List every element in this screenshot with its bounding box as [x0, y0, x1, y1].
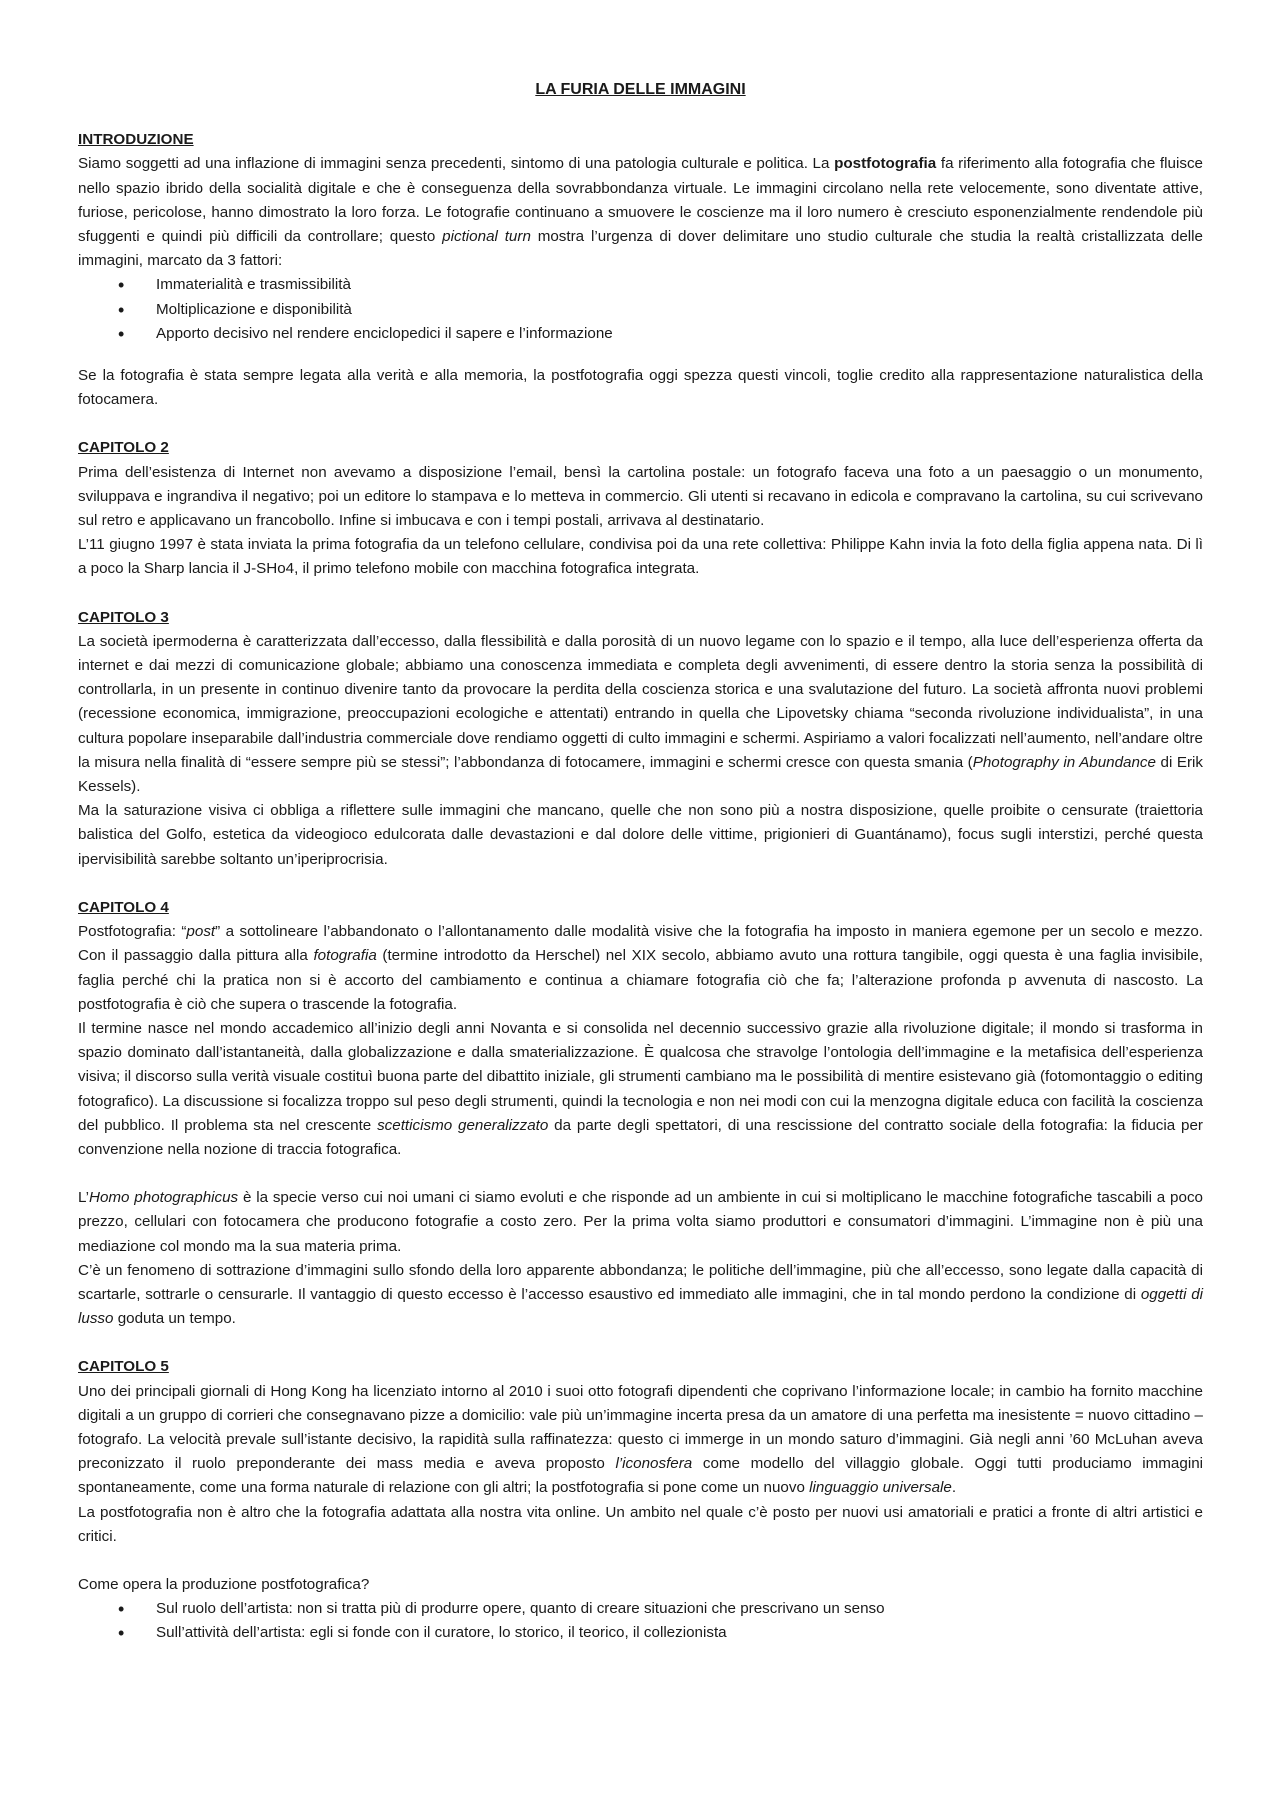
- paragraph: La postfotografia non è altro che la fotografia adattata alla nostra vita online. Un ambito nel quale c’è posto per nuovi usi amatoriali e pratici a fronte di altri artistici e critici.: [78, 1503, 1203, 1545]
- paragraph: L’Homo photographicus è la specie verso cui noi umani ci siamo evoluti e che risponde ad un ambiente in cui si moltiplicano le macchine fotografiche tascabili a poco prezzo, cellulari con fotocamera che producono fotografie a costo zero. Per la prima volta siamo produttori e consumatori d’immagini. L’immagine non è più una mediazione col mondo ma la sua materia prima.: [78, 1189, 1203, 1255]
- list-item: • Apporto decisivo nel rendere enciclopedici il sapere e l’informazione: [118, 322, 1203, 346]
- paragraph: La società ipermoderna è caratterizzata dall’eccesso, dalla flessibilità e dalla porosità di un nuovo legame con lo spazio e il tempo, alla luce dell’esperienza offerta da internet e dai mezzi di comunicazione globale; abbiamo una conoscenza immediata e completa degli avvenimenti, di essere dentro la storia senza la possibilità di controllarla, in un presente in continuo divenire tanto da provocare la perdita della coscienza storica e una svalutazione del futuro. La società affronta nuovi problemi (recessione economica, immigrazione, preoccupazioni ecologiche e attentati) entrando in quella che Lipovetsky chiama “seconda rivoluzione individualista”, in una cultura popolare inseparabile dall’industria commerciale dove rendiamo oggetti di culto immagini e schermi. Aspiriamo a valori focalizzati nell’aumento, nell’andare oltre la misura nella finalità di “essere sempre più se stessi”; l’abbondanza di fotocamere, immagini e schermi cresce con questa smania (Photography in Abundance di Erik Kessels).: [78, 632, 1203, 796]
- bullet-list: [78, 273, 1203, 346]
- paragraph: Prima dell’esistenza di Internet non avevamo a disposizione l’email, bensì la cartolina postale: un fotografo faceva una foto a un paesaggio o un monumento, sviluppava e ingrandiva il negativo; poi un editore lo stampava e lo metteva in commercio. Gli utenti si recavano in edicola e compravano la cartolina, su cui scrivevano sul retro e applicavano un francobollo. Infine si imbucava e con i tempi postali, arrivava al destinatario.: [78, 463, 1203, 530]
- section-heading: CAPITOLO 4: [78, 898, 169, 916]
- list-item: • Immaterialità e trasmissibilità: [118, 273, 1203, 297]
- section-capitolo-3: [78, 606, 1203, 872]
- section-heading: CAPITOLO 2: [78, 439, 169, 457]
- list-item: • Sull’attività dell’artista: egli si fonde con il curatore, lo storico, il teorico, il collezionista: [118, 1621, 1203, 1645]
- paragraph: Postfotografia: “post” a sottolineare l’abbandonato o l’allontanamento dalle modalità visive che la fotografia ha imposto in maniera egemone per un secolo e mezzo. Con il passaggio dalla pittura alla fotografia (termine introdotto da Herschel) nel XIX secolo, abbiamo avuto una rottura tangibile, oggi questa è una faglia invisibile, faglia perché chi la pratica non si è accorto del cambiamento e continua a chiamare fotografia ciò che fa; l’alterazione profonda p avvenuta di nascosto. La postfotografia è ciò che supera o trascende la fotografia.: [78, 923, 1203, 1013]
- section-capitolo-5: [78, 1355, 1203, 1645]
- paragraph: Se la fotografia è stata sempre legata alla verità e alla memoria, la postfotografia oggi spezza questi vincoli, toglie credito alla rappresentazione naturalistica della fotocamera.: [78, 367, 1203, 409]
- section-heading: CAPITOLO 5: [78, 1358, 169, 1376]
- paragraph: Il termine nasce nel mondo accademico all’inizio degli anni Novanta e si consolida nel decennio successivo grazie alla rivoluzione digitale; il mondo si trasforma in spazio dominato dall’istantaneità, dalla globalizzazione e dalla smaterializzazione. È qualcosa che stravolge l’ontologia dell’immagine e la metafisica dell’esperienza visiva; il discorso sulla verità visuale costituì buona parte del dibattito iniziale, gli strumenti cambiano ma le possibilità di mentire esistevano già (fotomontaggio o editing fotografico). La discussione si focalizza troppo sul peso degli strumenti, quindi la tecnologia e non nei modi con cui la menzogna digitale educa con facilità la coscienza del pubblico. Il problema sta nel crescente scetticismo generalizzato da parte degli spettatori, di una rescissione del contratto sociale della fotografia: la fiducia per convenzione nella nozione di traccia fotografica.: [78, 1019, 1203, 1158]
- section-heading: CAPITOLO 3: [78, 608, 169, 626]
- section-heading: INTRODUZIONE: [78, 131, 194, 149]
- paragraph: C’è un fenomeno di sottrazione d’immagini sullo sfondo della loro apparente abbondanza; le politiche dell’immagine, più che all’eccesso, sono legate dalla capacità di scartarle, sottrarle o censurarle. Il vantaggio di questo eccesso è l’accesso esaustivo ed immediato alle immagini, che in tal mondo perdono la condizione di oggetti di lusso goduta un tempo.: [78, 1261, 1204, 1328]
- document-title: LA FURIA DELLE IMMAGINI: [535, 81, 746, 98]
- section-capitolo-4: [78, 896, 1203, 1331]
- paragraph: L’11 giugno 1997 è stata inviata la prima fotografia da un telefono cellulare, condivisa poi da una rete collettiva: Philippe Kahn invia la foto della figlia appena nata. Di lì a poco la Sharp lancia il J-SHo4, il primo telefono mobile con macchina fotografica integrata.: [78, 536, 1203, 578]
- paragraph: Ma la saturazione visiva ci obbliga a riflettere sulle immagini che mancano, quelle che non sono più a nostra disposizione, quelle proibite o censurate (traiettoria balistica del Golfo, estetica da videogioco edulcorata dalle devastazioni e dal dolore delle vittime, prigionieri di Guantánamo), focus sugli interstizi, perché questa ipervisibilità sarebbe soltanto un’iperiprocrisia.: [78, 802, 1203, 868]
- paragraph: Uno dei principali giornali di Hong Kong ha licenziato intorno al 2010 i suoi otto fotografi dipendenti che coprivano l’informazione locale; in cambio ha fornito macchine digitali a un gruppo di corrieri che consegnavano pizze a domicilio: vale più un’immagine incerta presa da un amatore di una perfetta ma inesistente = nuovo cittadino – fotografo. La velocità prevale sull’istante decisivo, la rapidità sulla raffinatezza: questo ci immerge in un mondo saturo d’immagini. Già negli anni ’60 McLuhan aveva preconizzato il ruolo preponderante dei mass media e aveva proposto l’iconosfera come modello del villaggio globale. Oggi tutti produciamo immagini spontaneamente, come una forma naturale di relazione con gli altri; la postfotografia si pone come un nuovo linguaggio universale.: [78, 1382, 1204, 1497]
- list-item: • Moltiplicazione e disponibilità: [118, 298, 1203, 322]
- list-item: • Sul ruolo dell’artista: non si tratta più di produrre opere, quanto di creare situazioni che prescrivano un senso: [118, 1597, 1203, 1621]
- paragraph: Siamo soggetti ad una inflazione di immagini senza precedenti, sintomo di una patologia culturale e politica. La postfotografia fa riferimento alla fotografia che fluisce nello spazio ibrido della socialità digitale e che è conseguenza della sovrabbondanza virtuale. Le immagini circolano nella rete velocemente, sono diventate attive, furiose, pericolose, hanno dimostrato la loro forza. Le fotografie continuano a smuovere le coscienze ma il loro numero è cresciuto esponenzialmente rendendole più sfuggenti e quindi più difficili da controllare; questo pictional turn mostra l’urgenza di dover delimitare uno studio culturale che studia la realtà cristallizzata delle immagini, marcato da 3 fattori:: [78, 155, 1203, 270]
- section-introduzione: [78, 128, 1203, 412]
- bullet-list: [78, 1597, 1203, 1645]
- section-capitolo-2: [78, 436, 1203, 581]
- paragraph: Come opera la produzione postfotografica?: [78, 1575, 370, 1593]
